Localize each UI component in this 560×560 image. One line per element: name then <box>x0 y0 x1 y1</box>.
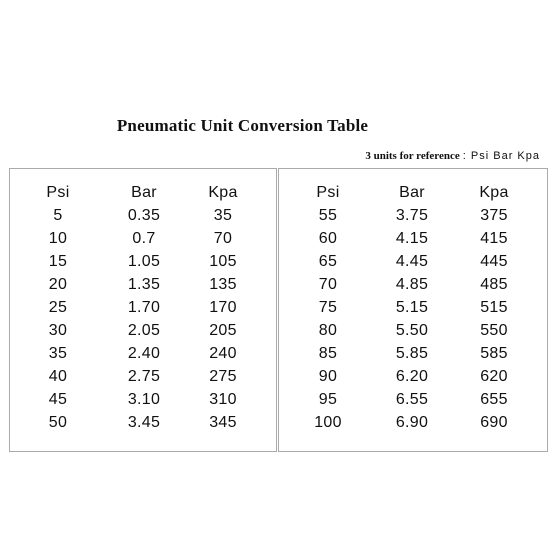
table-row <box>10 204 276 227</box>
table-cell: 4.45 <box>395 253 429 270</box>
table-cell: 345 <box>209 414 237 431</box>
table-cell: 550 <box>480 322 508 339</box>
table-cell: 240 <box>209 345 237 362</box>
table-cell: 15 <box>48 253 68 270</box>
table-cell: 5.85 <box>395 345 429 362</box>
column-header: Kpa <box>208 184 238 201</box>
table-cell: 1.05 <box>127 253 161 270</box>
table-cell: 5.15 <box>395 299 429 316</box>
column-header: Bar <box>399 184 425 201</box>
table-cell: 0.35 <box>127 207 161 224</box>
table-cell: 2.40 <box>127 345 161 362</box>
table-header-row <box>10 181 276 204</box>
table-cell: 105 <box>209 253 237 270</box>
table-row <box>10 250 276 273</box>
column-header: Psi <box>316 184 340 201</box>
table-header-row <box>279 181 547 204</box>
table-cell: 30 <box>48 322 68 339</box>
table-cell: 1.70 <box>127 299 161 316</box>
table-cell: 25 <box>48 299 68 316</box>
table-row <box>10 296 276 319</box>
table-row <box>279 296 547 319</box>
table-cell: 50 <box>48 414 68 431</box>
table-cell: 485 <box>480 276 508 293</box>
table-cell: 6.55 <box>395 391 429 408</box>
table-cell: 375 <box>480 207 508 224</box>
table-cell: 85 <box>318 345 338 362</box>
table-panel-right <box>278 168 548 452</box>
table-cell: 90 <box>318 368 338 385</box>
table-row <box>279 365 547 388</box>
table-cell: 95 <box>318 391 338 408</box>
table-cell: 65 <box>318 253 338 270</box>
table-cell: 205 <box>209 322 237 339</box>
table-cell: 10 <box>48 230 68 247</box>
table-row <box>279 227 547 250</box>
table-cell: 135 <box>209 276 237 293</box>
table-cell: 4.85 <box>395 276 429 293</box>
table-cell: 2.75 <box>127 368 161 385</box>
table-row <box>10 388 276 411</box>
table-panel-left <box>9 168 277 452</box>
table-row <box>279 411 547 434</box>
table-cell: 415 <box>480 230 508 247</box>
table-cell: 0.7 <box>132 230 156 247</box>
table-cell: 3.75 <box>395 207 429 224</box>
table-row <box>279 204 547 227</box>
table-cell: 2.05 <box>127 322 161 339</box>
table-cell: 80 <box>318 322 338 339</box>
table-row <box>279 388 547 411</box>
table-row <box>10 319 276 342</box>
table-cell: 35 <box>213 207 233 224</box>
table-row <box>10 342 276 365</box>
table-cell: 3.45 <box>127 414 161 431</box>
table-cell: 3.10 <box>127 391 161 408</box>
column-header: Psi <box>46 184 70 201</box>
table-row <box>279 273 547 296</box>
units-reference-list: : Psi Bar Kpa <box>462 150 540 162</box>
table-cell: 1.35 <box>127 276 161 293</box>
table-cell: 45 <box>48 391 68 408</box>
table-cell: 6.90 <box>395 414 429 431</box>
table-cell: 5.50 <box>395 322 429 339</box>
table-row <box>10 227 276 250</box>
table-cell: 35 <box>48 345 68 362</box>
table-row <box>279 319 547 342</box>
table-cell: 6.20 <box>395 368 429 385</box>
table-cell: 20 <box>48 276 68 293</box>
table-row <box>279 250 547 273</box>
table-cell: 275 <box>209 368 237 385</box>
table-cell: 40 <box>48 368 68 385</box>
table-row <box>279 342 547 365</box>
table-cell: 310 <box>209 391 237 408</box>
column-header: Kpa <box>479 184 509 201</box>
table-cell: 70 <box>318 276 338 293</box>
units-reference-lead: 3 units for reference <box>365 150 460 162</box>
table-cell: 515 <box>480 299 508 316</box>
table-cell: 445 <box>480 253 508 270</box>
table-cell: 620 <box>480 368 508 385</box>
table-cell: 55 <box>318 207 338 224</box>
table-cell: 60 <box>318 230 338 247</box>
units-reference <box>365 150 540 162</box>
table-cell: 585 <box>480 345 508 362</box>
table-row <box>10 365 276 388</box>
table-cell: 4.15 <box>395 230 429 247</box>
table-cell: 655 <box>480 391 508 408</box>
column-header: Bar <box>131 184 157 201</box>
table-cell: 170 <box>209 299 237 316</box>
page-title: Pneumatic Unit Conversion Table <box>116 116 369 135</box>
table-cell: 75 <box>318 299 338 316</box>
table-cell: 690 <box>480 414 508 431</box>
table-row <box>10 273 276 296</box>
table-row <box>10 411 276 434</box>
table-cell: 100 <box>314 414 342 431</box>
table-cell: 5 <box>53 207 63 224</box>
table-cell: 70 <box>213 230 233 247</box>
